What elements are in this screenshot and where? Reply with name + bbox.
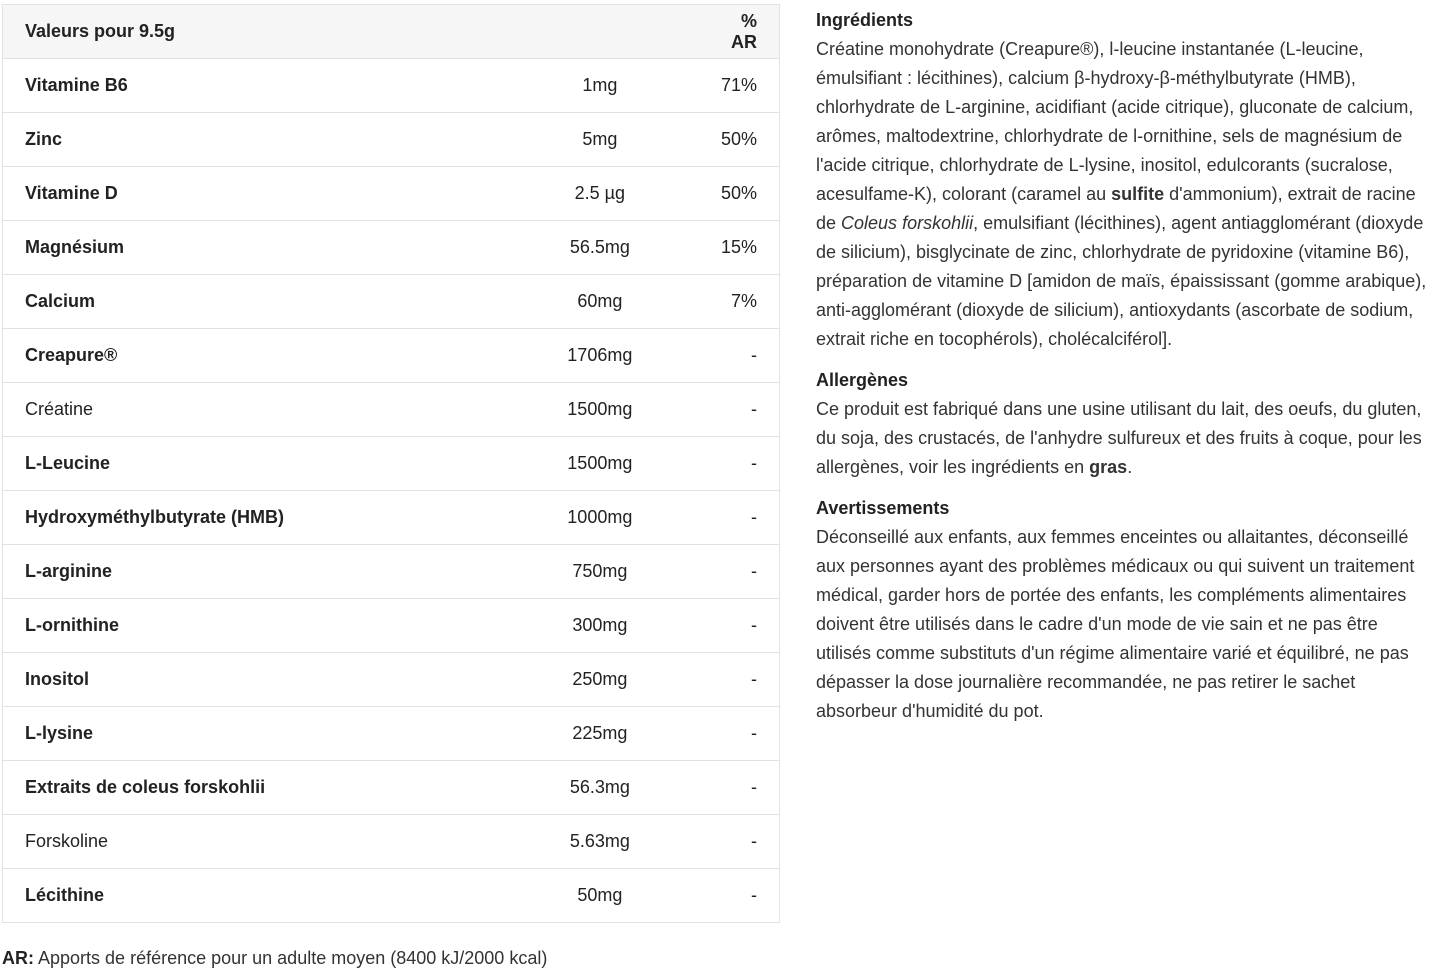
- warnings-title: Avertissements: [816, 498, 950, 518]
- footnote-text: Apports de référence pour un adulte moyen (8400 kJ/2000 kcal): [38, 948, 548, 968]
- nutrient-reference-intake: -: [699, 599, 780, 653]
- table-row: [3, 599, 780, 653]
- allergens-text-part-1: Ce produit est fabriqué dans une usine utilisant du lait, des oeufs, du gluten, du soja, des crustacés, de l'anhydre sulfureux et des fruits à coque, pour les allergènes, voir les ingrédients en: [816, 399, 1422, 477]
- table-row: [3, 383, 780, 437]
- header-reference-intake: % AR: [699, 5, 780, 59]
- warnings-text: Déconseillé aux enfants, aux femmes enceintes ou allaitantes, déconseillé aux personnes ayant des problèmes médicaux ou qui suivent un traitement médical, garder hors de portée des enfants, les compléments alimentaires doivent être utilisés dans le cadre d'un mode de vie sain et ne pas être utilisés comme substituts d'un régime alimentaire varié et équilibré, ne pas dépasser la dose journalière recommandée, ne pas retirer le sachet absorbeur d'humidité du pot.: [816, 527, 1415, 721]
- nutrient-name: Créatine: [3, 383, 501, 437]
- nutrient-name: Magnésium: [3, 221, 501, 275]
- table-row: [3, 707, 780, 761]
- product-info-panel: [816, 6, 1428, 738]
- nutrient-reference-intake: -: [699, 707, 780, 761]
- nutrient-name: Zinc: [3, 113, 501, 167]
- nutrient-amount: 1706mg: [501, 329, 699, 383]
- ingredients-species-italic: Coleus forskohlii: [841, 213, 974, 233]
- nutrient-amount: 5.63mg: [501, 815, 699, 869]
- ingredients-text-part-3: , emulsifiant (lécithines), agent antiagglomérant (dioxyde de silicium), bisglycinate de zinc, chlorhydrate de pyridoxine (vitamine B6), préparation de vitamine D [amidon de maïs, épaississant (gomme arabique), anti-agglomérant (dioxyde de silicium), antioxydants (ascorbate de sodium, extrait riche en tocophérols), cholécalciférol].: [816, 213, 1427, 349]
- table-row: [3, 437, 780, 491]
- nutrient-reference-intake: -: [699, 383, 780, 437]
- nutrition-table-body: [3, 59, 780, 923]
- nutrient-reference-intake: -: [699, 437, 780, 491]
- ingredients-section: [816, 6, 1428, 354]
- nutrient-amount: 2.5 µg: [501, 167, 699, 221]
- allergens-bold-word: gras: [1089, 457, 1128, 477]
- ingredients-text-part-1: Créatine monohydrate (Creapure®), l-leucine instantanée (L-leucine, émulsifiant : lécithines), calcium β-hydroxy-β-méthylbutyrate (HMB), chlorhydrate de L-arginine, acidifiant (acide citrique), gluconate de calcium, arômes, maltodextrine, chlorhydrate de l-ornithine, sels de magnésium de l'acide citrique, chlorhydrate de L-lysine, inositol, edulcorants (sucralose, acesulfame-K), colorant (caramel au: [816, 39, 1414, 204]
- table-header-row: [3, 5, 780, 59]
- nutrient-name: Creapure®: [3, 329, 501, 383]
- nutrient-name: Lécithine: [3, 869, 501, 923]
- ingredients-text-part-2: d'ammonium), extrait de racine de: [816, 184, 1416, 233]
- table-row: [3, 653, 780, 707]
- allergens-text-part-2: .: [1127, 457, 1133, 477]
- table-row: [3, 815, 780, 869]
- table-row: [3, 545, 780, 599]
- nutrient-amount: 1500mg: [501, 437, 699, 491]
- warnings-section: [816, 494, 1428, 726]
- nutrient-name: Vitamine B6: [3, 59, 501, 113]
- nutrient-reference-intake: -: [699, 653, 780, 707]
- nutrient-name: L-arginine: [3, 545, 501, 599]
- nutrient-amount: 56.3mg: [501, 761, 699, 815]
- nutrient-name: L-lysine: [3, 707, 501, 761]
- table-row: [3, 167, 780, 221]
- nutrient-amount: 300mg: [501, 599, 699, 653]
- table-row: [3, 329, 780, 383]
- nutrient-name: L-Leucine: [3, 437, 501, 491]
- nutrient-reference-intake: 7%: [699, 275, 780, 329]
- nutrient-amount: 56.5mg: [501, 221, 699, 275]
- nutrient-amount: 1500mg: [501, 383, 699, 437]
- nutrient-amount: 250mg: [501, 653, 699, 707]
- footnote-label: AR:: [2, 948, 34, 968]
- nutrient-reference-intake: -: [699, 761, 780, 815]
- nutrient-reference-intake: 50%: [699, 167, 780, 221]
- nutrient-reference-intake: 50%: [699, 113, 780, 167]
- ingredients-title: Ingrédients: [816, 10, 914, 30]
- nutrient-amount: 1mg: [501, 59, 699, 113]
- table-row: [3, 491, 780, 545]
- nutrient-amount: 750mg: [501, 545, 699, 599]
- nutrient-amount: 50mg: [501, 869, 699, 923]
- nutrient-amount: 1000mg: [501, 491, 699, 545]
- reference-intake-footnote: [2, 948, 547, 969]
- nutrient-reference-intake: -: [699, 329, 780, 383]
- nutrient-reference-intake: -: [699, 815, 780, 869]
- nutrient-name: Extraits de coleus forskohlii: [3, 761, 501, 815]
- table-row: [3, 275, 780, 329]
- nutrient-name: Hydroxyméthylbutyrate (HMB): [3, 491, 501, 545]
- allergens-text: [816, 395, 1428, 482]
- nutrient-name: Forskoline: [3, 815, 501, 869]
- allergens-section: [816, 366, 1428, 482]
- nutrition-table-header: [3, 5, 780, 59]
- table-row: [3, 869, 780, 923]
- header-serving-size: Valeurs pour 9.5g: [3, 5, 501, 59]
- table-row: [3, 761, 780, 815]
- nutrient-amount: 60mg: [501, 275, 699, 329]
- nutrient-reference-intake: -: [699, 869, 780, 923]
- nutrient-name: Inositol: [3, 653, 501, 707]
- nutrient-reference-intake: -: [699, 491, 780, 545]
- ingredients-allergen-bold: sulfite: [1111, 184, 1165, 204]
- nutrient-reference-intake: 15%: [699, 221, 780, 275]
- nutrient-name: Calcium: [3, 275, 501, 329]
- nutrient-reference-intake: 71%: [699, 59, 780, 113]
- nutrition-table: [2, 4, 780, 923]
- nutrient-amount: 5mg: [501, 113, 699, 167]
- ingredients-text: [816, 35, 1428, 354]
- nutrient-name: L-ornithine: [3, 599, 501, 653]
- table-row: [3, 59, 780, 113]
- nutrient-name: Vitamine D: [3, 167, 501, 221]
- table-row: [3, 113, 780, 167]
- table-row: [3, 221, 780, 275]
- nutrient-reference-intake: -: [699, 545, 780, 599]
- header-amount: [501, 5, 699, 59]
- allergens-title: Allergènes: [816, 370, 909, 390]
- nutrient-amount: 225mg: [501, 707, 699, 761]
